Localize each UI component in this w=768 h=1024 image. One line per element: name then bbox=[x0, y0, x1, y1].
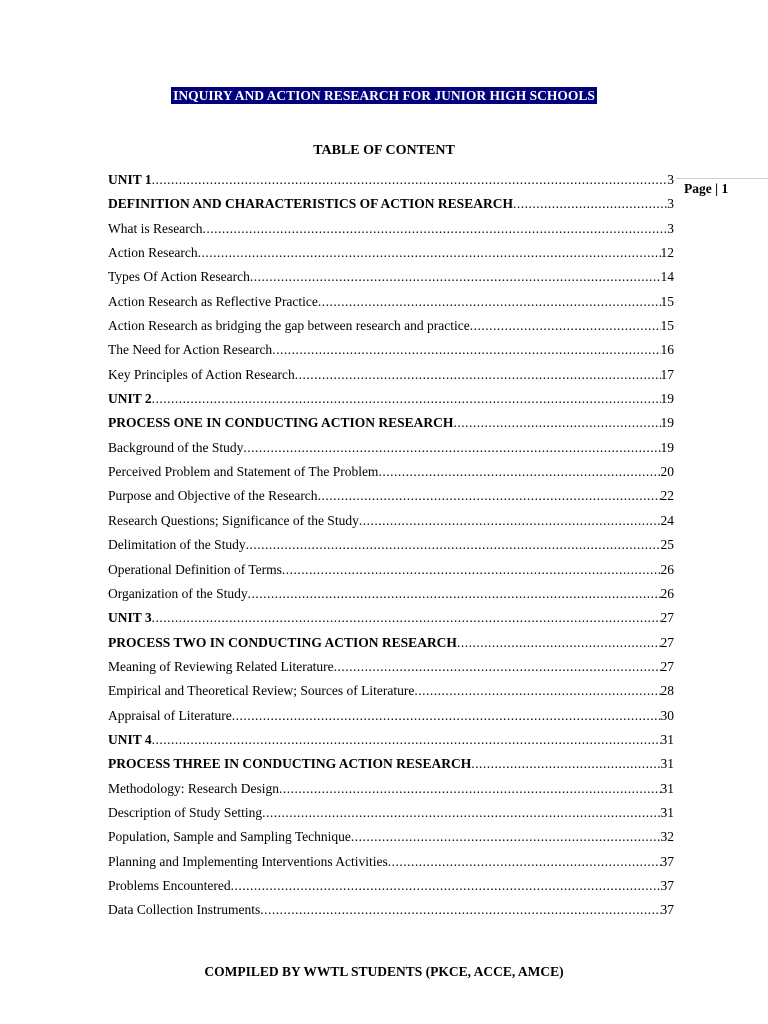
toc-entry[interactable] bbox=[108, 681, 674, 705]
toc-entry-title: Types Of Action Research bbox=[108, 269, 250, 285]
toc-entry-page: 37 bbox=[660, 853, 674, 869]
toc-entry-title: Purpose and Objective of the Research bbox=[108, 488, 318, 504]
toc-entry[interactable] bbox=[108, 413, 674, 437]
toc-entry[interactable] bbox=[108, 535, 674, 559]
toc-entry-title: DEFINITION AND CHARACTERISTICS OF ACTION RESEARCH bbox=[108, 196, 513, 212]
toc-dot-leader bbox=[152, 170, 668, 190]
toc-entry-page: 27 bbox=[660, 610, 674, 626]
toc-entry-page: 31 bbox=[660, 780, 674, 796]
toc-entry-title: Key Principles of Action Research bbox=[108, 366, 295, 382]
toc-dot-leader bbox=[202, 219, 667, 239]
toc-entry-page: 37 bbox=[660, 902, 674, 918]
toc-entry-title: Appraisal of Literature bbox=[108, 707, 232, 723]
toc-dot-leader bbox=[279, 779, 661, 799]
toc-dot-leader bbox=[262, 803, 660, 823]
toc-dot-leader bbox=[470, 316, 661, 336]
toc-dot-leader bbox=[250, 267, 661, 287]
toc-dot-leader bbox=[334, 657, 661, 677]
toc-entry-title: Population, Sample and Sampling Technique bbox=[108, 829, 351, 845]
toc-entry-page: 17 bbox=[660, 366, 674, 382]
toc-dot-leader bbox=[248, 584, 661, 604]
toc-entry[interactable] bbox=[108, 316, 674, 340]
toc-entry[interactable] bbox=[108, 560, 674, 584]
toc-entry-page: 27 bbox=[660, 634, 674, 650]
toc-dot-leader bbox=[152, 608, 661, 628]
toc-entry-page: 32 bbox=[660, 829, 674, 845]
toc-entry-title: UNIT 4 bbox=[108, 731, 152, 747]
toc-entry[interactable] bbox=[108, 779, 674, 803]
toc-entry-title: Action Research as bridging the gap between research and practice bbox=[108, 318, 470, 334]
toc-entry-title: Action Research bbox=[108, 245, 198, 261]
toc-entry-page: 19 bbox=[660, 391, 674, 407]
toc-dot-leader bbox=[388, 852, 661, 872]
toc-entry[interactable] bbox=[108, 486, 674, 510]
toc-entry-page: 3 bbox=[667, 172, 674, 187]
document-title-container bbox=[0, 87, 768, 105]
toc-entry-title: UNIT 2 bbox=[108, 391, 152, 407]
toc-entry-title: Problems Encountered bbox=[108, 877, 231, 893]
toc-dot-leader bbox=[378, 462, 660, 482]
toc-entry[interactable] bbox=[108, 219, 674, 243]
toc-entry-title: Background of the Study bbox=[108, 439, 244, 455]
toc-entry[interactable] bbox=[108, 852, 674, 876]
toc-entry[interactable] bbox=[108, 389, 674, 413]
toc-entry-page: 3 bbox=[667, 220, 674, 236]
toc-dot-leader bbox=[198, 243, 661, 263]
toc-entry[interactable] bbox=[108, 365, 674, 389]
toc-entry[interactable] bbox=[108, 243, 674, 267]
toc-entry[interactable] bbox=[108, 438, 674, 462]
toc-entry-page: 15 bbox=[660, 318, 674, 334]
page-number-box bbox=[676, 178, 768, 196]
toc-entry-page: 30 bbox=[660, 707, 674, 723]
toc-entry-title: Meaning of Reviewing Related Literature bbox=[108, 658, 334, 674]
toc-heading: TABLE OF CONTENT bbox=[313, 143, 455, 158]
toc-entry[interactable] bbox=[108, 706, 674, 730]
document-title: INQUIRY AND ACTION RESEARCH FOR JUNIOR HIGH SCHOOLS bbox=[173, 88, 595, 103]
toc-dot-leader bbox=[246, 535, 661, 555]
toc-entry-title: Organization of the Study bbox=[108, 585, 248, 601]
table-of-contents bbox=[108, 170, 674, 925]
toc-entry-title: Methodology: Research Design bbox=[108, 780, 279, 796]
toc-dot-leader bbox=[513, 194, 667, 214]
toc-entry-page: 15 bbox=[660, 293, 674, 309]
toc-dot-leader bbox=[471, 754, 660, 774]
toc-entry-title: PROCESS THREE IN CONDUCTING ACTION RESEARCH bbox=[108, 756, 472, 772]
toc-entry-page: 24 bbox=[660, 512, 674, 528]
toc-dot-leader bbox=[152, 389, 661, 409]
toc-dot-leader bbox=[272, 340, 660, 360]
toc-entry[interactable] bbox=[108, 876, 674, 900]
toc-entry[interactable] bbox=[108, 340, 674, 364]
toc-entry-title: The Need for Action Research bbox=[108, 342, 273, 358]
toc-entry-page: 16 bbox=[660, 342, 674, 358]
toc-entry[interactable] bbox=[108, 657, 674, 681]
toc-dot-leader bbox=[260, 900, 660, 920]
toc-entry[interactable] bbox=[108, 633, 674, 657]
toc-entry-page: 22 bbox=[660, 488, 674, 504]
toc-entry[interactable] bbox=[108, 194, 674, 218]
toc-dot-leader bbox=[295, 365, 661, 385]
toc-dot-leader bbox=[231, 876, 661, 896]
toc-entry-page: 31 bbox=[660, 804, 674, 820]
toc-entry-title: UNIT 1 bbox=[108, 172, 152, 187]
toc-entry-title: Data Collection Instruments bbox=[108, 902, 261, 918]
toc-entry[interactable] bbox=[108, 170, 674, 194]
toc-entry-title: What is Research bbox=[108, 220, 203, 236]
toc-entry-page: 27 bbox=[660, 658, 674, 674]
toc-entry[interactable] bbox=[108, 900, 674, 924]
toc-entry-title: Perceived Problem and Statement of The Problem bbox=[108, 464, 379, 480]
page-number-label: Page | 1 bbox=[684, 181, 729, 196]
toc-entry[interactable] bbox=[108, 754, 674, 778]
toc-dot-leader bbox=[152, 730, 661, 750]
toc-entry-title: Delimitation of the Study bbox=[108, 537, 246, 553]
toc-entry-title: Empirical and Theoretical Review; Sources of Literature bbox=[108, 683, 415, 699]
toc-entry-page: 31 bbox=[660, 731, 674, 747]
toc-entry[interactable] bbox=[108, 584, 674, 608]
toc-entry[interactable] bbox=[108, 803, 674, 827]
toc-dot-leader bbox=[359, 511, 661, 531]
toc-entry-page: 14 bbox=[660, 269, 674, 285]
toc-entry-page: 12 bbox=[660, 245, 674, 261]
toc-entry-page: 26 bbox=[660, 561, 674, 577]
toc-entry-title: Action Research as Reflective Practice bbox=[108, 293, 318, 309]
toc-dot-leader bbox=[282, 560, 661, 580]
toc-entry-page: 28 bbox=[660, 683, 674, 699]
toc-entry[interactable] bbox=[108, 292, 674, 316]
toc-dot-leader bbox=[414, 681, 660, 701]
toc-entry[interactable] bbox=[108, 511, 674, 535]
toc-entry-page: 37 bbox=[660, 877, 674, 893]
toc-entry[interactable] bbox=[108, 730, 674, 754]
toc-dot-leader bbox=[318, 486, 661, 506]
toc-entry-title: PROCESS ONE IN CONDUCTING ACTION RESEARCH bbox=[108, 415, 454, 431]
toc-entry[interactable] bbox=[108, 608, 674, 632]
toc-entry-title: Planning and Implementing Interventions Activities bbox=[108, 853, 388, 869]
toc-dot-leader bbox=[453, 413, 660, 433]
toc-entry-title: Description of Study Setting bbox=[108, 804, 263, 820]
toc-dot-leader bbox=[457, 633, 661, 653]
toc-entry-page: 25 bbox=[660, 537, 674, 553]
toc-entry[interactable] bbox=[108, 462, 674, 486]
toc-dot-leader bbox=[232, 706, 661, 726]
toc-entry-title: Research Questions; Significance of the Study bbox=[108, 512, 359, 528]
toc-dot-leader bbox=[318, 292, 661, 312]
toc-entry-title: UNIT 3 bbox=[108, 610, 152, 626]
toc-entry-title: PROCESS TWO IN CONDUCTING ACTION RESEARCH bbox=[108, 634, 457, 650]
toc-entry[interactable] bbox=[108, 827, 674, 851]
toc-entry-title: Operational Definition of Terms bbox=[108, 561, 282, 577]
toc-entry-page: 19 bbox=[660, 439, 674, 455]
toc-entry-page: 26 bbox=[660, 585, 674, 601]
toc-entry[interactable] bbox=[108, 267, 674, 291]
toc-entry-page: 31 bbox=[660, 756, 674, 772]
document-footer: COMPILED BY WWTL STUDENTS (PKCE, ACCE, AMCE) bbox=[204, 964, 564, 979]
toc-dot-leader bbox=[351, 827, 661, 847]
toc-dot-leader bbox=[243, 438, 660, 458]
toc-entry-page: 20 bbox=[660, 464, 674, 480]
toc-entry-page: 3 bbox=[667, 196, 674, 212]
toc-entry-page: 19 bbox=[660, 415, 674, 431]
